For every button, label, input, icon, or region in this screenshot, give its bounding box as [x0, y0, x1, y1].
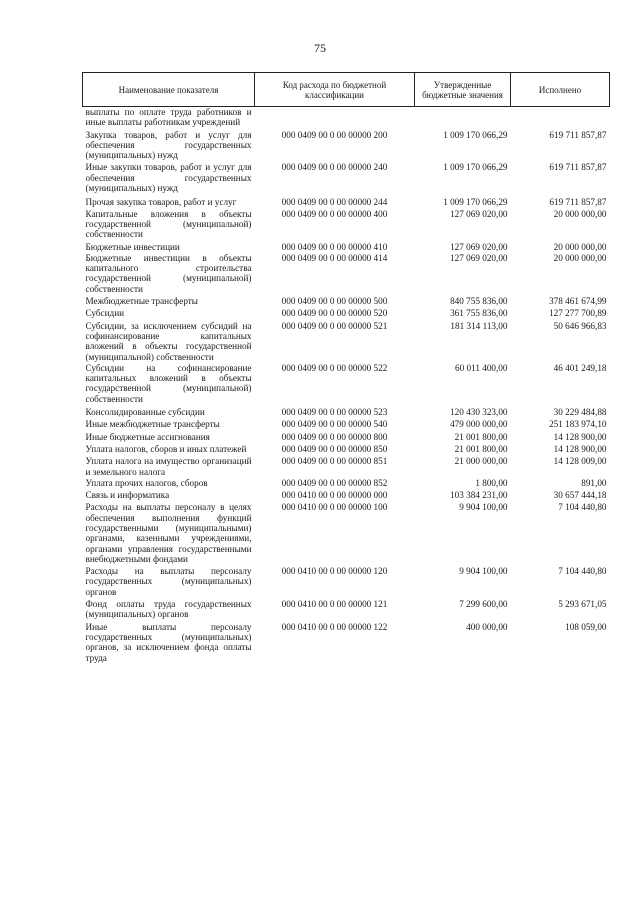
table-row: [83, 488, 610, 500]
row-executed: 46 401 249,18: [553, 362, 607, 373]
row-executed: 5 293 671,05: [558, 599, 607, 610]
table-row: [83, 417, 610, 429]
table-row: [83, 500, 610, 564]
row-approved: [415, 107, 511, 128]
row-name: Бюджетные инвестиции: [85, 241, 180, 252]
row-name: Иные межбюджетные трансферты: [85, 419, 220, 430]
row-name: Субсидии: [85, 308, 125, 319]
row-name: Иные выплаты персоналу государственных (муниципальных) органов, за исключением фонда оплаты труда: [85, 621, 252, 663]
column-header-approved: Утвержденные бюджетные значения: [415, 73, 511, 107]
row-name: Бюджетные инвестиции в объекты капитального строительства государственной (муниципальной) собственности: [85, 252, 252, 294]
table-row: [83, 442, 610, 454]
table-row: [83, 252, 610, 294]
row-approved: 60 011 400,00: [455, 362, 508, 373]
row-executed: [511, 107, 610, 128]
row-approved: 1 009 170 066,29: [443, 197, 508, 208]
row-code: 000 0409 00 0 00 00000 850: [281, 443, 388, 454]
row-code: 000 0409 00 0 00 00000 500: [281, 296, 388, 307]
row-code: 000 0409 00 0 00 00000 852: [281, 477, 388, 488]
row-executed: 50 646 966,83: [553, 320, 607, 331]
row-executed: 7 104 440,80: [558, 502, 607, 513]
column-header-name: Наименование показателя: [83, 73, 255, 107]
table-row: [83, 477, 610, 488]
row-code: 000 0409 00 0 00 00000 414: [281, 252, 388, 263]
row-approved: 127 069 020,00: [450, 241, 508, 252]
row-executed: 619 711 857,87: [549, 129, 607, 140]
row-code: 000 0409 00 0 00 00000 522: [281, 362, 388, 373]
row-code: 000 0410 00 0 00 00000 100: [281, 502, 388, 513]
row-executed: 20 000 000,00: [553, 208, 607, 219]
row-executed: 14 128 900,00: [553, 431, 607, 442]
table-row: [83, 208, 610, 240]
column-header-code: Код расхода по бюджетной классификации: [255, 73, 415, 107]
row-code: 000 0409 00 0 00 00000 400: [281, 208, 388, 219]
row-name: Расходы на выплаты персоналу в целях обеспечения выполнения функций государственными (муниципальными) органами, казенными учреждениями, органами управления государственными внебюджетными фондами: [85, 502, 252, 564]
row-code: 000 0410 00 0 00 00000 122: [281, 621, 388, 632]
row-name: Связь и информатика: [85, 490, 170, 501]
row-approved: 103 384 231,00: [450, 490, 508, 501]
row-approved: 181 314 113,00: [450, 320, 508, 331]
row-executed: 14 128 009,00: [553, 456, 607, 467]
row-name: Уплата налогов, сборов и иных платежей: [85, 443, 247, 454]
row-executed: 251 183 974,10: [549, 419, 607, 430]
row-name: Иные закупки товаров, работ и услуг для обеспечения государственных (муниципальных) нужд: [85, 162, 252, 194]
row-approved: 7 299 600,00: [459, 599, 508, 610]
row-executed: 14 128 900,00: [553, 443, 607, 454]
table-row: [83, 362, 610, 404]
table-row: [83, 306, 610, 318]
row-approved: 400 000,00: [466, 621, 508, 632]
row-code: 000 0409 00 0 00 00000 200: [281, 129, 388, 140]
row-name: Фонд оплаты труда государственных (муниципальных) органов: [85, 599, 252, 620]
row-approved: 1 009 170 066,29: [443, 129, 508, 140]
row-approved: 21 001 800,00: [454, 443, 508, 454]
row-code: 000 0410 00 0 00 00000 121: [281, 599, 388, 610]
row-code: [255, 107, 415, 128]
row-name: Уплата налога на имущество организаций и земельного налога: [85, 456, 252, 477]
row-name: Закупка товаров, работ и услуг для обеспечения государственных (муниципальных) нужд: [85, 129, 252, 161]
row-name: Межбюджетные трансферты: [85, 296, 198, 307]
table-row: [83, 454, 610, 477]
row-approved: 1 009 170 066,29: [443, 162, 508, 173]
row-name: Консолидированные субсидии: [85, 407, 205, 418]
row-executed: 619 711 857,87: [549, 197, 607, 208]
row-name: выплаты по оплате труда работников и иные выплаты работникам учреждений: [85, 107, 252, 128]
column-header-executed: Исполнено: [511, 73, 610, 107]
row-executed: 127 277 700,89: [549, 308, 607, 319]
row-name: Уплата прочих налогов, сборов: [85, 477, 208, 488]
row-code: 000 0409 00 0 00 00000 521: [281, 320, 388, 331]
row-executed: 108 059,00: [565, 621, 607, 632]
row-name: Субсидии на софинансирование капитальных вложений в объекты государственной (муниципальной) собственности: [85, 362, 252, 404]
row-approved: 361 755 836,00: [450, 308, 508, 319]
row-approved: 840 755 836,00: [450, 296, 508, 307]
row-approved: 21 001 800,00: [454, 431, 508, 442]
row-code: 000 0409 00 0 00 00000 540: [281, 419, 388, 430]
row-name: Иные бюджетные ассигнования: [85, 431, 210, 442]
row-approved: 127 069 020,00: [450, 208, 508, 219]
table-row: [83, 294, 610, 306]
table-row: [83, 193, 610, 207]
row-executed: 30 657 444,18: [553, 490, 607, 501]
row-executed: 20 000 000,00: [553, 241, 607, 252]
table-row: [83, 620, 610, 663]
row-code: 000 0409 00 0 00 00000 520: [281, 308, 388, 319]
row-code: 000 0409 00 0 00 00000 800: [281, 431, 388, 442]
table-row: [83, 430, 610, 442]
row-executed: 7 104 440,80: [558, 566, 607, 577]
table-row: [83, 319, 610, 362]
row-name: Субсидии, за исключением субсидий на софинансирование капитальных вложений в объекты государственной (муниципальной) собственности: [85, 320, 252, 362]
row-executed: 891,00: [581, 477, 607, 488]
table-row: [83, 564, 610, 597]
row-executed: 378 461 674,99: [549, 296, 607, 307]
row-approved: 21 000 000,00: [454, 456, 508, 467]
row-code: 000 0409 00 0 00 00000 851: [281, 456, 388, 467]
table-row: [83, 128, 610, 161]
row-approved: 479 000 000,00: [450, 419, 508, 430]
table-row: [83, 597, 610, 620]
budget-execution-table: [82, 72, 610, 663]
row-code: 000 0409 00 0 00 00000 240: [281, 162, 388, 173]
row-executed: 30 229 484,88: [553, 407, 607, 418]
row-executed: 619 711 857,87: [549, 162, 607, 173]
table-row: [83, 240, 610, 252]
page-number: 75: [314, 41, 326, 55]
row-code: 000 0410 00 0 00 00000 000: [281, 490, 388, 501]
row-executed: 20 000 000,00: [553, 252, 607, 263]
row-name: Прочая закупка товаров, работ и услуг: [85, 197, 237, 208]
row-code: 000 0409 00 0 00 00000 410: [281, 241, 388, 252]
row-code: 000 0410 00 0 00 00000 120: [281, 566, 388, 577]
table-body: [83, 107, 610, 663]
row-code: 000 0409 00 0 00 00000 244: [281, 197, 388, 208]
row-name: Расходы на выплаты персоналу государственных (муниципальных) органов: [85, 566, 252, 597]
row-approved: 9 904 100,00: [459, 566, 508, 577]
table-header-row: [83, 73, 610, 107]
row-code: 000 0409 00 0 00 00000 523: [281, 407, 388, 418]
table-row: [83, 160, 610, 193]
table-row: [83, 107, 610, 128]
row-approved: 9 904 100,00: [459, 502, 508, 513]
row-name: Капитальные вложения в объекты государственной (муниципальной) собственности: [85, 208, 252, 240]
table-row: [83, 404, 610, 417]
row-approved: 120 430 323,00: [450, 407, 508, 418]
row-approved: 1 800,00: [475, 477, 508, 488]
row-approved: 127 069 020,00: [450, 252, 508, 263]
